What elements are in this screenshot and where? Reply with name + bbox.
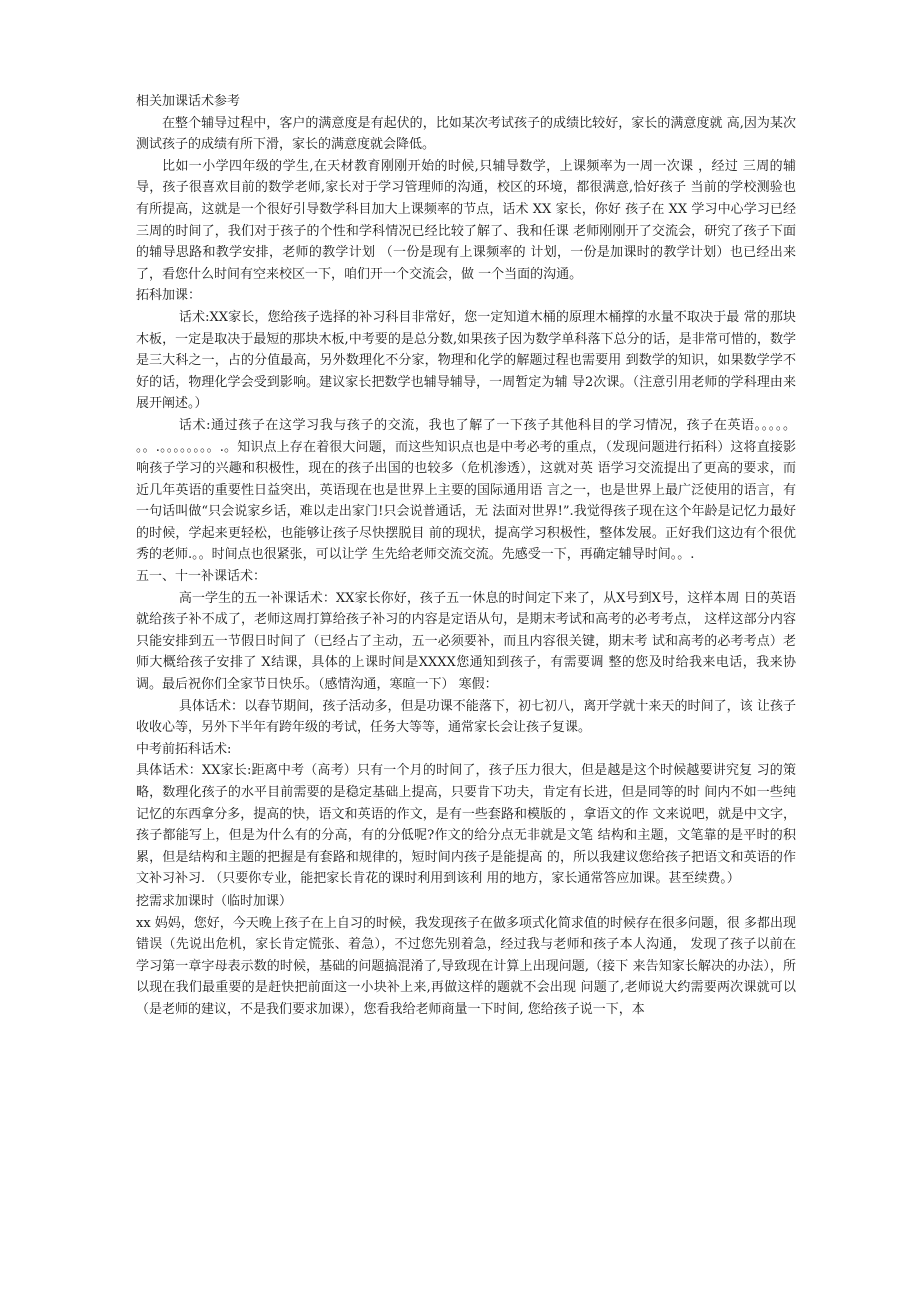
- intro-paragraph-2: 比如一小学四年级的学生,在天材教育刚刚开始的时候,只辅导数学，上课频率为一周一次课 ，经过 三周的辅导，孩子很喜欢目前的数学老师,家长对于学习管理师的沟通，校区的环境，都很满意,恰好孩子 当前的学校测验也有所提高，这就是一个很好引导数学科目加大上课频率的节点，话术 XX 家长，你好 孩子在 XX 学习中心学习已经三周的时间了，我们对于孩子的个性和学科情况已经比较了解了、我和任课 老师刚刚开了交流会，研究了孩子下面的辅导思路和教学安排，老师的教学计划 （一份是现有上课频率的 计划，一份是加课时的教学计划）也已经出来了，看您什么时间有空来校区一下，咱们开一个交流会，做 一个当面的沟通。: [136, 158, 796, 282]
- document-page: [136, 91, 796, 1021]
- holiday-paragraph-2: 具体话术：以春节期间，孩子活动多，但是功课不能落下，初七初八，离开学就十来天的时间了，该 让孩子收收心等，另外下半年有跨年级的考试，任务大等等，通常家长会让孩子复课。: [136, 698, 796, 736]
- zhongkao-paragraph: 具体话术：XX家长:距离中考（高考）只有一个月的时间了，孩子压力很大，但是越是这个时候越要讲究复 习的策略，数理化孩子的水平目前需要的是稳定基础上提高，只要肯下功夫，肯定有长进，但是同等的时 间内不如一些纯记忆的东西拿分多，提高的快，语文和英语的作文，是有一些套路和模版的 ，拿语文的作 文来说吧，就是中文字，孩子都能写上，但是为什么有的分高，有的分低呢?作文的给分点无非就是文笔 结构和主题，文笔靠的是平时的积累，但是结构和主题的把握是有套路和规律的，短时间内孩子是能提高 的，所以我建议您给孩子把语文和英语的作文补习补习. （只要你专业，能把家长肯花的课时利用到该利 用的地方，家长通常答应加课。甚至续费。）: [136, 763, 796, 887]
- tuoke-paragraph-1: 话术:XX家长，您给孩子选择的补习科目非常好，您一定知道木桶的原理木桶撑的水量不取决于最 常的那块木板，一定是取决于最短的那块木板,中考要的是总分数,如果孩子因为数学单科落下总分的话，是非常可惜的，数学是三大科之一，占的分值最高，另外数理化不分家，物理和化学的解题过程也需要用 到数学的知识，如果数学学不好的话，物理化学会受到影响。建议家长把数学也辅导辅导，一周暂定为辅 导2次课。（注意引用老师的学科理由来展开阐述。）: [136, 309, 796, 412]
- section-heading-zhongkao: 中考前拓科话术:: [136, 741, 232, 757]
- document-title: 相关加课话术参考: [136, 94, 241, 109]
- need-paragraph: xx 妈妈，您好，今天晚上孩子在上自习的时候，我发现孩子在做多项式化简求值的时候存在很多问题，很 多都出现错误（先说出危机，家长肯定慌张、着急），不过您先别着急，经过我与老师和孩子本人沟通， 发现了孩子以前在学习第一章字母表示数的时候，基础的问题搞混淆了,导致现在计算上出现问题,（接下 来告知家长解决的办法），所以现在我们最重要的是赶快把前面这一小块补上来,再做这样的题就不会出现 问题了,老师说大约需要两次课就可以（是老师的建议，不是我们要求加课），您看我给老师商量一下时间, 您给孩子说一下，本: [136, 915, 796, 1017]
- section-heading-need: 挖需求加课时（临时加课）: [136, 893, 293, 909]
- section-heading-holiday: 五一、十一补课话术：: [136, 569, 267, 585]
- intro-paragraph-1: 在整个辅导过程中，客户的满意度是有起伏的，比如某次考试孩子的成绩比较好，家长的满意度就 高,因为某次测试孩子的成绩有所下滑，家长的满意度就会降低。: [136, 115, 796, 153]
- tuoke-paragraph-2: 话术:通过孩子在这学习我与孩子的交流，我也了解了一下孩子其他科目的学习情况，孩子在英语。。。。。 。。.。。。。。。。。.。知识点上存在着很大问题，而这些知识点也是中考必考的重点，（发现问题进行拓科）这将直接影响孩子学习的兴趣和积极性，现在的孩子出国的也较多（危机渗透），这就对英 语学习交流提出了更高的要求，而近几年英语的重要性日益突出，英语现在也是世界上主要的国际通用语 言之一，也是世界上最广泛使用的语言，有一句话叫做“只会说家乡话，难以走出家门!只会说普通话，无 法面对世界!”.我觉得孩子现在这个年龄是记忆力最好的时候，学起来更轻松，也能够让孩子尽快摆脱目 前的现状，提高学习积极性，整体发展。正好我们这边有个很优秀的老师.。。时间点也很紧张，可以让学 生先给老师交流交流。先感受一下，再确定辅导时间。。.: [136, 417, 796, 563]
- section-heading-tuoke: 拓科加课：: [136, 288, 202, 304]
- holiday-paragraph-1: 高一学生的五一补课话术：XX家长你好，孩子五一休息的时间定下来了，从X号到X号，这样本周 日的英语就给孩子补不成了，老师这周打算给孩子补习的内容是定语从句，是期末考试和高考的必考考点， 这样这部分内容只能安排到五一节假日时间了（已经占了主动，五一必须要补，而且内容很关键，期末考 试和高考的必考考点）老师大概给孩子安排了 X结课，具体的上课时间是XXXX您通知到孩子，有需要调 整的您及时给我来电话，我来协调。最后祝你们全家节日快乐。（感情沟通，寒暄一下） 寒假：: [136, 590, 796, 693]
